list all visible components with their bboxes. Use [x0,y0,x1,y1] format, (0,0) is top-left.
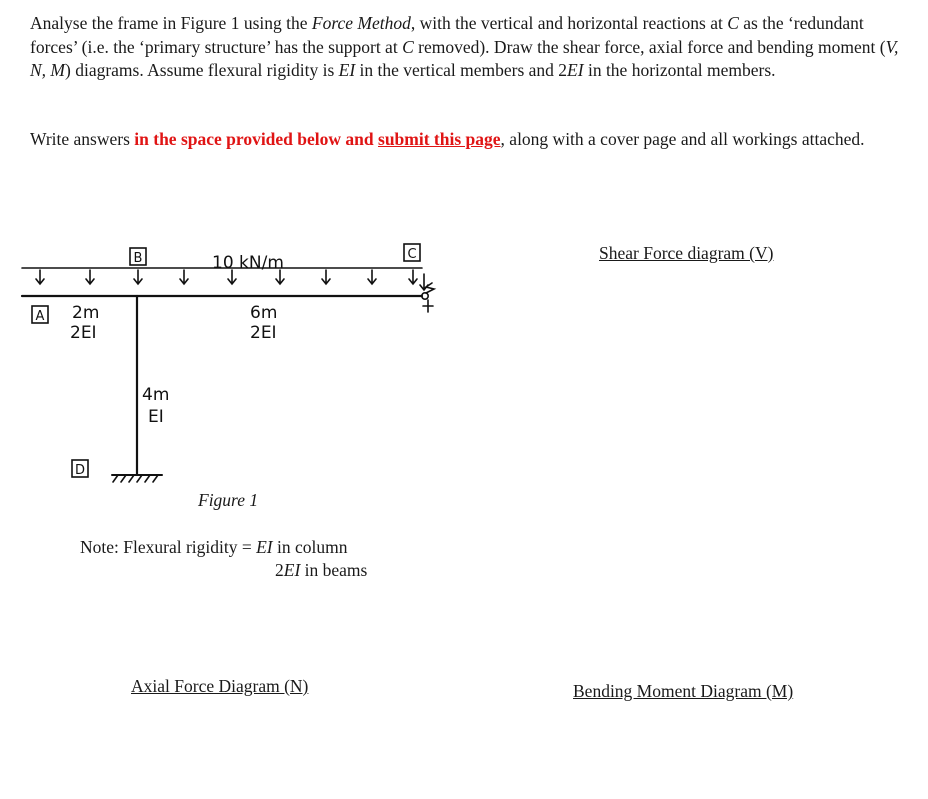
note-line-1 [80,537,347,558]
column-rigidity: EI [148,407,164,427]
instr-text-1: Write answers [30,129,135,149]
note-prefix: Note: Flexural rigidity = [80,537,257,557]
instr-text-4: , along with a cover page and all workings attached. [500,129,865,149]
column-length: 4m [142,385,170,405]
bending-moment-diagram-heading: Bending Moment Diagram (M) [573,681,794,701]
node-b-label: B [133,251,143,266]
instr-highlight: in the space provided below and [134,129,379,149]
note-line-2 [275,560,367,581]
intro-c-2: C [402,36,414,57]
intro-c-1: C [727,13,739,33]
right-span-rigidity: 2EI [250,323,277,343]
frame-figure [0,230,470,500]
left-span-rigidity: 2EI [70,323,97,343]
note-ei-column: EI [256,537,273,557]
note-beams-suffix: in beams [300,560,368,580]
note-two: 2 [275,560,284,580]
axial-force-diagram-heading: Axial Force Diagram (N) [131,676,309,696]
intro-text-9: ) diagrams. Assume flexural rigidity is [65,60,339,80]
node-a-label: A [35,309,45,324]
intro-text-1: Analyse the frame in Figure 1 using the [30,13,312,33]
intro-vnm: V, N, M [30,36,899,80]
intro-ei-2: EI [567,60,584,80]
intro-text-5: as the ‘redundant forces’ (i.e. the ‘primary structure’ has the support at [30,13,864,57]
load-intensity-label: 10 kN/m [212,253,284,273]
note-column-suffix: in column [272,537,348,557]
intro-ei-1: EI [338,60,356,80]
shear-force-diagram-heading: Shear Force diagram (V) [599,243,774,263]
right-span-length: 6m [250,303,278,323]
intro-force-method: Force Method [311,13,411,33]
pin-support-c [420,274,434,312]
node-c-label: C [407,247,417,262]
problem-statement [30,12,900,83]
instr-submit-emphasis: submit this page [378,129,501,149]
note-ei-beams: EI [283,560,301,580]
left-span-length: 2m [72,303,100,323]
intro-text-11: in the vertical members and 2 [355,60,568,80]
intro-text-13: in the horizontal members. [583,60,776,80]
node-d-label: D [74,463,86,478]
intro-text-3: , with the vertical and horizontal reactions at [410,13,728,33]
intro-text-7: removed). Draw the shear force, axial force and bending moment ( [413,36,886,57]
figure-caption: Figure 1 [198,490,259,510]
submission-instructions [30,128,900,152]
